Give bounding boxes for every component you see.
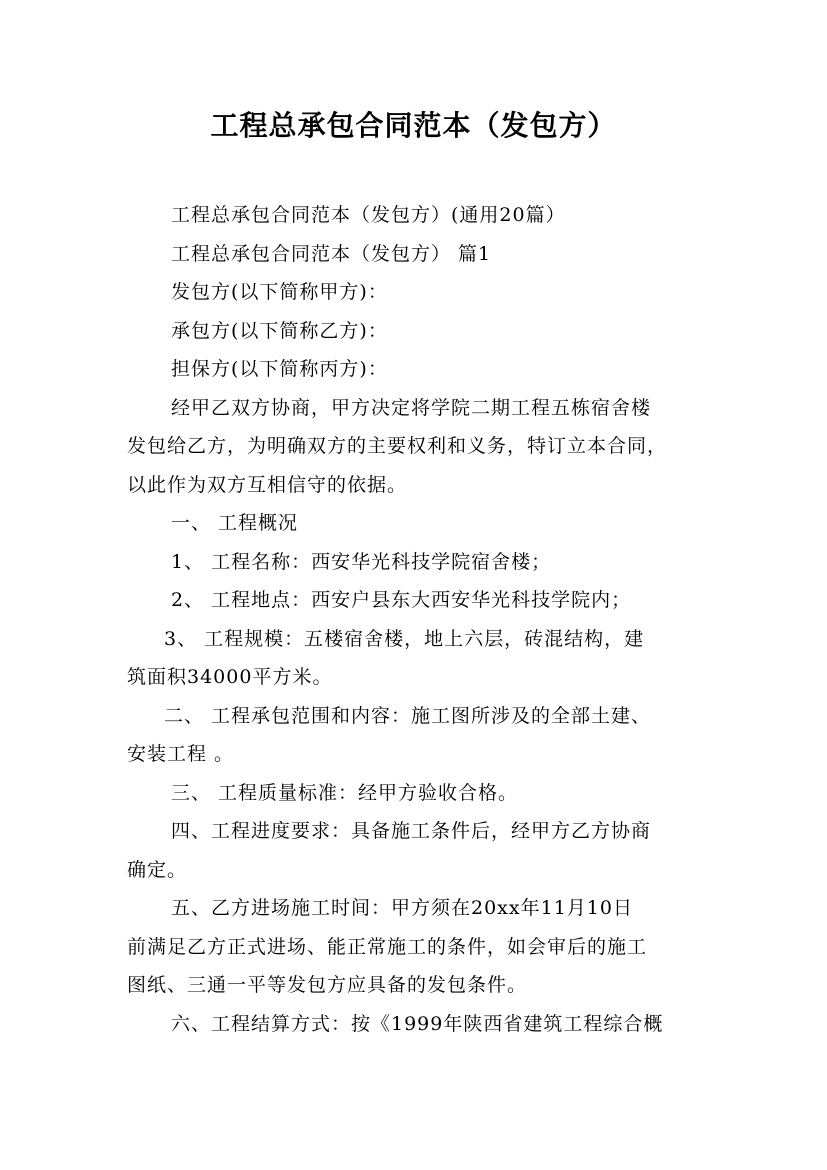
document-body [127, 196, 707, 1043]
clause-heading: 五、乙方进场施工时间：甲方须在20xx年11月10日 [171, 897, 633, 919]
clause-heading: 一、 工程概况 [171, 512, 299, 534]
party-b-line: 承包方(以下简称乙方)： [171, 319, 388, 342]
party-c-line: 担保方(以下简称丙方)： [171, 358, 388, 380]
paragraph-line: 发包给乙方，为明确双方的主要权利和义务，特订立本合同， [127, 435, 668, 457]
document-title: 工程总承包合同范本（发包方） [210, 109, 617, 142]
clause-continuation: 前满足乙方正式进场、能正常施工的条件，如会审后的施工 [127, 935, 648, 958]
subtitle-line: 工程总承包合同范本（发包方）(通用20篇） [171, 204, 566, 226]
clause-continuation: 图纸、三通一平等发包方应具备的发包条件。 [127, 974, 528, 996]
clause-heading: 四、工程进度要求：具备施工条件后，经甲方乙方协商 [171, 820, 652, 842]
clause-continuation: 确定。 [127, 858, 188, 881]
clause-item: 3、 工程规模：五楼宿舍楼，地上六层，砖混结构，建 [164, 627, 645, 650]
paragraph-line: 以此作为双方互相信守的依据。 [127, 473, 408, 496]
clause-heading: 三、 工程质量标准：经甲方验收合格。 [171, 781, 519, 804]
clause-continuation: 安装工程 。 [127, 743, 235, 765]
clause-heading: 二、 工程承包范围和内容：施工图所涉及的全部土建、 [164, 704, 652, 727]
paragraph-line: 经甲乙双方协商，甲方决定将学院二期工程五栋宿舍楼 [171, 396, 652, 419]
party-a-line: 发包方(以下简称甲方)： [171, 281, 388, 303]
clause-item-continuation: 筑面积34000平方米。 [127, 666, 333, 688]
clause-item: 2、 工程地点：西安户县东大西安华光科技学院内； [171, 589, 632, 611]
clause-heading: 六、工程结算方式：按《1999年陕西省建筑工程综合概 [171, 1012, 664, 1035]
clause-item: 1、 工程名称：西安华光科技学院宿舍楼； [171, 550, 552, 573]
section-heading: 工程总承包合同范本（发包方） 篇1 [171, 242, 492, 265]
